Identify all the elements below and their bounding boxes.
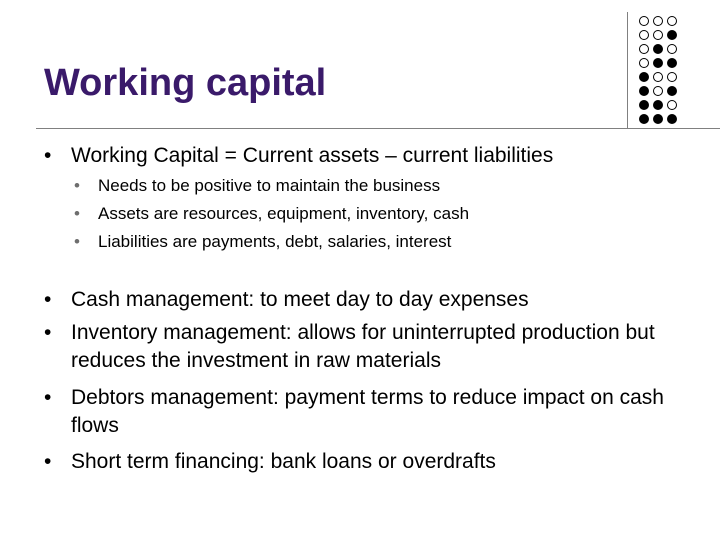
- filled-dot-icon: [667, 86, 677, 96]
- title-divider: [36, 128, 720, 129]
- vertical-divider: [627, 12, 628, 128]
- empty-dot-icon: [639, 30, 649, 40]
- bullet-item: [44, 319, 676, 375]
- filled-dot-icon: [653, 44, 663, 54]
- filled-dot-icon: [639, 86, 649, 96]
- filled-dot-icon: [639, 72, 649, 82]
- empty-dot-icon: [653, 16, 663, 26]
- filled-dot-icon: [653, 58, 663, 68]
- empty-dot-icon: [667, 72, 677, 82]
- empty-dot-icon: [667, 100, 677, 110]
- bullet-item: [44, 384, 676, 440]
- bullet-text: Inventory management: allows for uninterrupted production but reduces the investment in raw materials: [71, 321, 655, 372]
- bullet-text: Working Capital = Current assets – current liabilities: [71, 144, 554, 167]
- sub-bullet-mark: •: [74, 232, 80, 251]
- slide-title: Working capital: [44, 62, 327, 104]
- filled-dot-icon: [667, 58, 677, 68]
- empty-dot-icon: [639, 58, 649, 68]
- sub-bullet-text: Assets are resources, equipment, inventory, cash: [98, 204, 470, 223]
- sub-bullet-item: [74, 228, 674, 256]
- filled-dot-icon: [667, 114, 677, 124]
- filled-dot-icon: [639, 114, 649, 124]
- empty-dot-icon: [667, 44, 677, 54]
- bullet-item: [44, 448, 684, 476]
- empty-dot-icon: [639, 16, 649, 26]
- bullet-mark: •: [44, 386, 52, 409]
- bullet-text: Cash management: to meet day to day expenses: [71, 288, 529, 311]
- filled-dot-icon: [653, 114, 663, 124]
- bullet-item: [44, 286, 684, 314]
- bullet-mark: •: [44, 144, 52, 167]
- bullet-mark: •: [44, 288, 52, 311]
- empty-dot-icon: [653, 30, 663, 40]
- empty-dot-icon: [667, 16, 677, 26]
- bullet-item: [44, 142, 684, 170]
- filled-dot-icon: [653, 100, 663, 110]
- sub-bullet-item: [74, 200, 674, 228]
- bullet-mark: •: [44, 450, 52, 473]
- bullet-text: Short term financing: bank loans or overdrafts: [71, 450, 496, 473]
- sub-bullet-mark: •: [74, 176, 80, 195]
- filled-dot-icon: [639, 100, 649, 110]
- empty-dot-icon: [653, 86, 663, 96]
- sub-bullet-item: [74, 172, 674, 200]
- empty-dot-icon: [653, 72, 663, 82]
- bullet-text: Debtors management: payment terms to reduce impact on cash flows: [71, 386, 664, 437]
- bullet-mark: •: [44, 321, 52, 344]
- dot-grid-decoration: [638, 15, 678, 125]
- sub-bullet-text: Needs to be positive to maintain the business: [98, 176, 441, 195]
- filled-dot-icon: [667, 30, 677, 40]
- sub-bullet-mark: •: [74, 204, 80, 223]
- sub-bullet-text: Liabilities are payments, debt, salaries, interest: [98, 232, 452, 251]
- empty-dot-icon: [639, 44, 649, 54]
